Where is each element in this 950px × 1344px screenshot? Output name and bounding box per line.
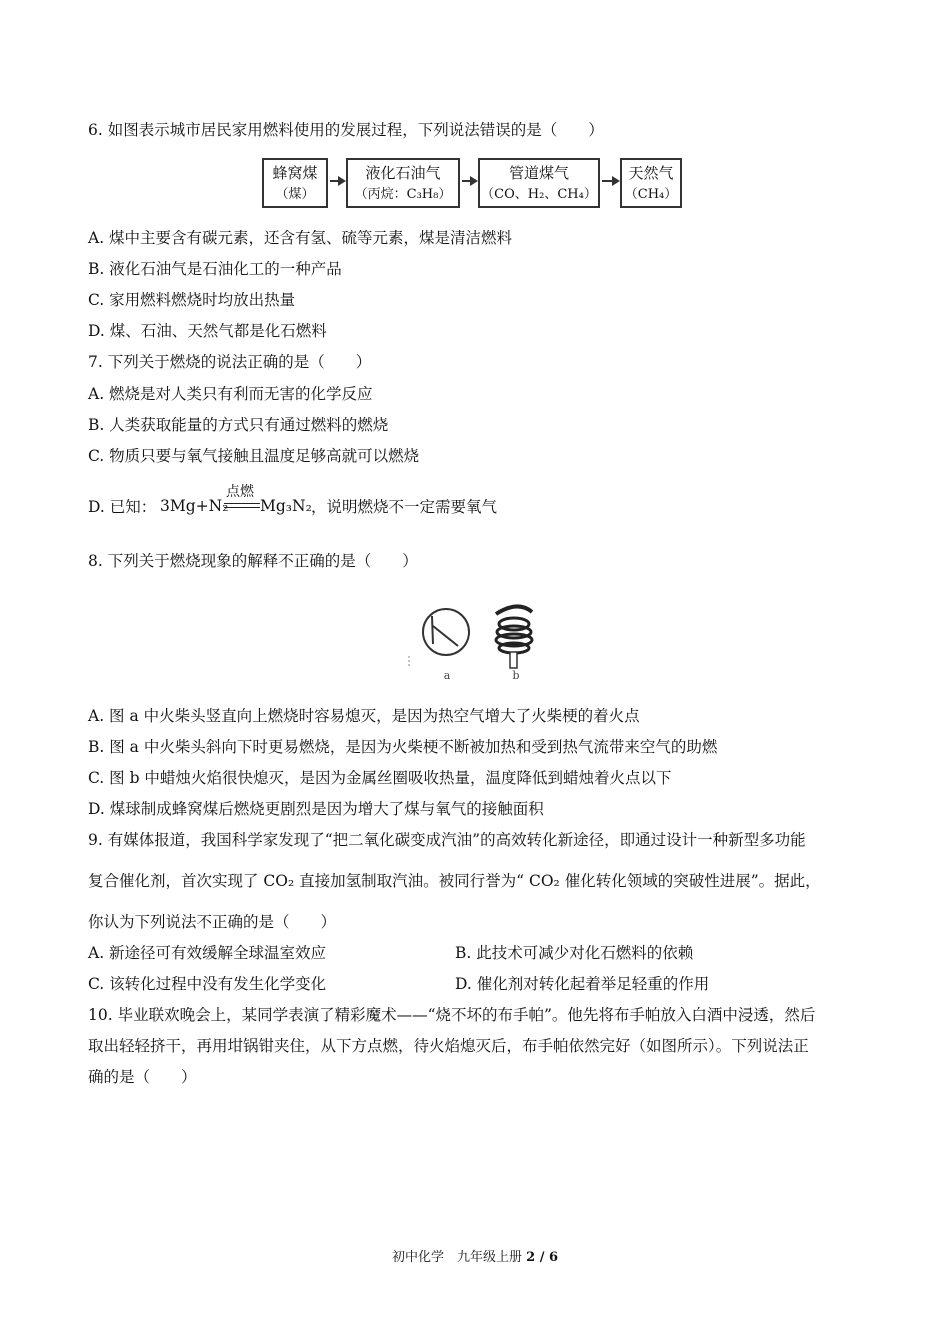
flow-box-coal [262,158,328,208]
q9-option-b: B. 此技术可减少对化石燃料的依赖 [455,944,694,962]
q9-option-a: A. 新途径可有效缓解全球温室效应 [88,944,327,962]
page-footer [0,1246,950,1265]
q6-option-c: C. 家用燃料燃烧时均放出热量 [88,291,296,309]
figure-b-candle-coil-icon [496,606,532,668]
figure-a-match-icon [423,609,469,655]
equation-products: Mg₃N₂ [260,497,312,515]
q7-option-c: C. 物质只要与氧气接触且温度足够高就可以燃烧 [88,447,420,465]
q9-line-1: 9. 有媒体报道，我国科学家发现了“把二氧化碳变成汽油”的高效转化新途径，即通过设计一种新型多功能 [88,831,806,849]
q10-line-1: 10. 毕业联欢晚会上，某同学表演了精彩魔术——“烧不坏的布手帕”。他先将布手帕放入白酒中浸透，然后 [88,1006,816,1024]
page-number: 2 / 6 [526,1250,559,1265]
footer-subject: 初中化学 九年级上册 [391,1250,522,1265]
q8-option-b: B. 图 a 中火柴头斜向下时更易燃烧，是因为火柴梗不断被加热和受到热气流带来空气的助燃 [88,738,718,756]
figure-label-b: b [512,669,520,682]
flow-box-label: 管道煤气 [508,164,569,182]
q6-option-d: D. 煤、石油、天然气都是化石燃料 [88,322,327,340]
q6-option-b: B. 液化石油气是石油化工的一种产品 [88,260,342,278]
q7-option-a: A. 燃烧是对人类只有利而无害的化学反应 [88,385,373,403]
equation-reactants: 3Mg+N₂ [160,497,229,515]
fuel-flow-diagram [262,156,692,216]
q7-stem: 7. 下列关于燃烧的说法正确的是（ ） [88,353,372,371]
flow-box-label: 液化石油气 [365,164,441,182]
flow-box-label: 天然气 [628,164,674,182]
q9-line-2: 复合催化剂，首次实现了 CO₂ 直接加氢制取汽油。被同行誉为“ CO₂ 催化转化领域的突破性进展”。据此， [88,872,821,890]
q6-stem: 6. 如图表示城市居民家用燃料使用的发展过程，下列说法错误的是（ ） [88,121,604,139]
flow-box-lpg [346,158,460,208]
flow-box-sublabel: （CO、H₂、CH₄） [481,187,597,202]
flow-box-gas [478,158,600,208]
q7-option-d-suffix: ，说明燃烧不一定需要氧气 [311,498,498,516]
equation-sign-line [224,503,260,504]
flow-box-natural-gas [620,158,682,208]
q8-option-d: D. 煤球制成蜂窝煤后燃烧更剧烈是因为增大了煤与氧气的接触面积 [88,800,544,818]
arrow-right-icon [462,180,476,182]
q8-option-a: A. 图 a 中火柴头竖直向上燃烧时容易熄灭，是因为热空气增大了火柴梗的着火点 [88,707,640,725]
equation-condition: 点燃 [226,484,254,500]
flow-box-label: 蜂窝煤 [272,164,318,182]
q6-option-a: A. 煤中主要含有碳元素，还含有氢、硫等元素，煤是清洁燃料 [88,229,513,247]
q9-line-3: 你认为下列说法不正确的是（ ） [88,913,337,931]
flow-box-sublabel: （丙烷：C₃H₈） [354,187,452,202]
arrow-right-icon [330,180,344,182]
q7-option-d-prefix: D. 已知： [88,498,157,516]
flow-box-sublabel: （CH₄） [624,187,678,202]
q10-line-3: 确的是（ ） [88,1068,197,1086]
q9-option-d: D. 催化剂对转化起着举足轻重的作用 [455,975,710,993]
combustion-figure [400,596,560,686]
arrow-right-icon [602,180,618,182]
q10-line-2: 取出轻轻挤干，再用坩锅钳夹住，从下方点燃，待火焰熄灭后，布手帕依然完好（如图所示）。下列说法正 [88,1037,809,1055]
q8-option-c: C. 图 b 中蜡烛火焰很快熄灭，是因为金属丝圈吸收热量，温度降低到蜡烛着火点以下 [88,769,672,787]
q8-stem: 8. 下列关于燃烧现象的解释不正确的是（ ） [88,552,418,570]
flow-box-sublabel: （煤） [275,187,315,202]
figure-label-a: a [443,669,451,682]
q9-option-c: C. 该转化过程中没有发生化学变化 [88,975,327,993]
q7-option-b: B. 人类获取能量的方式只有通过燃料的燃烧 [88,416,389,434]
equation-sign-line [224,507,260,508]
